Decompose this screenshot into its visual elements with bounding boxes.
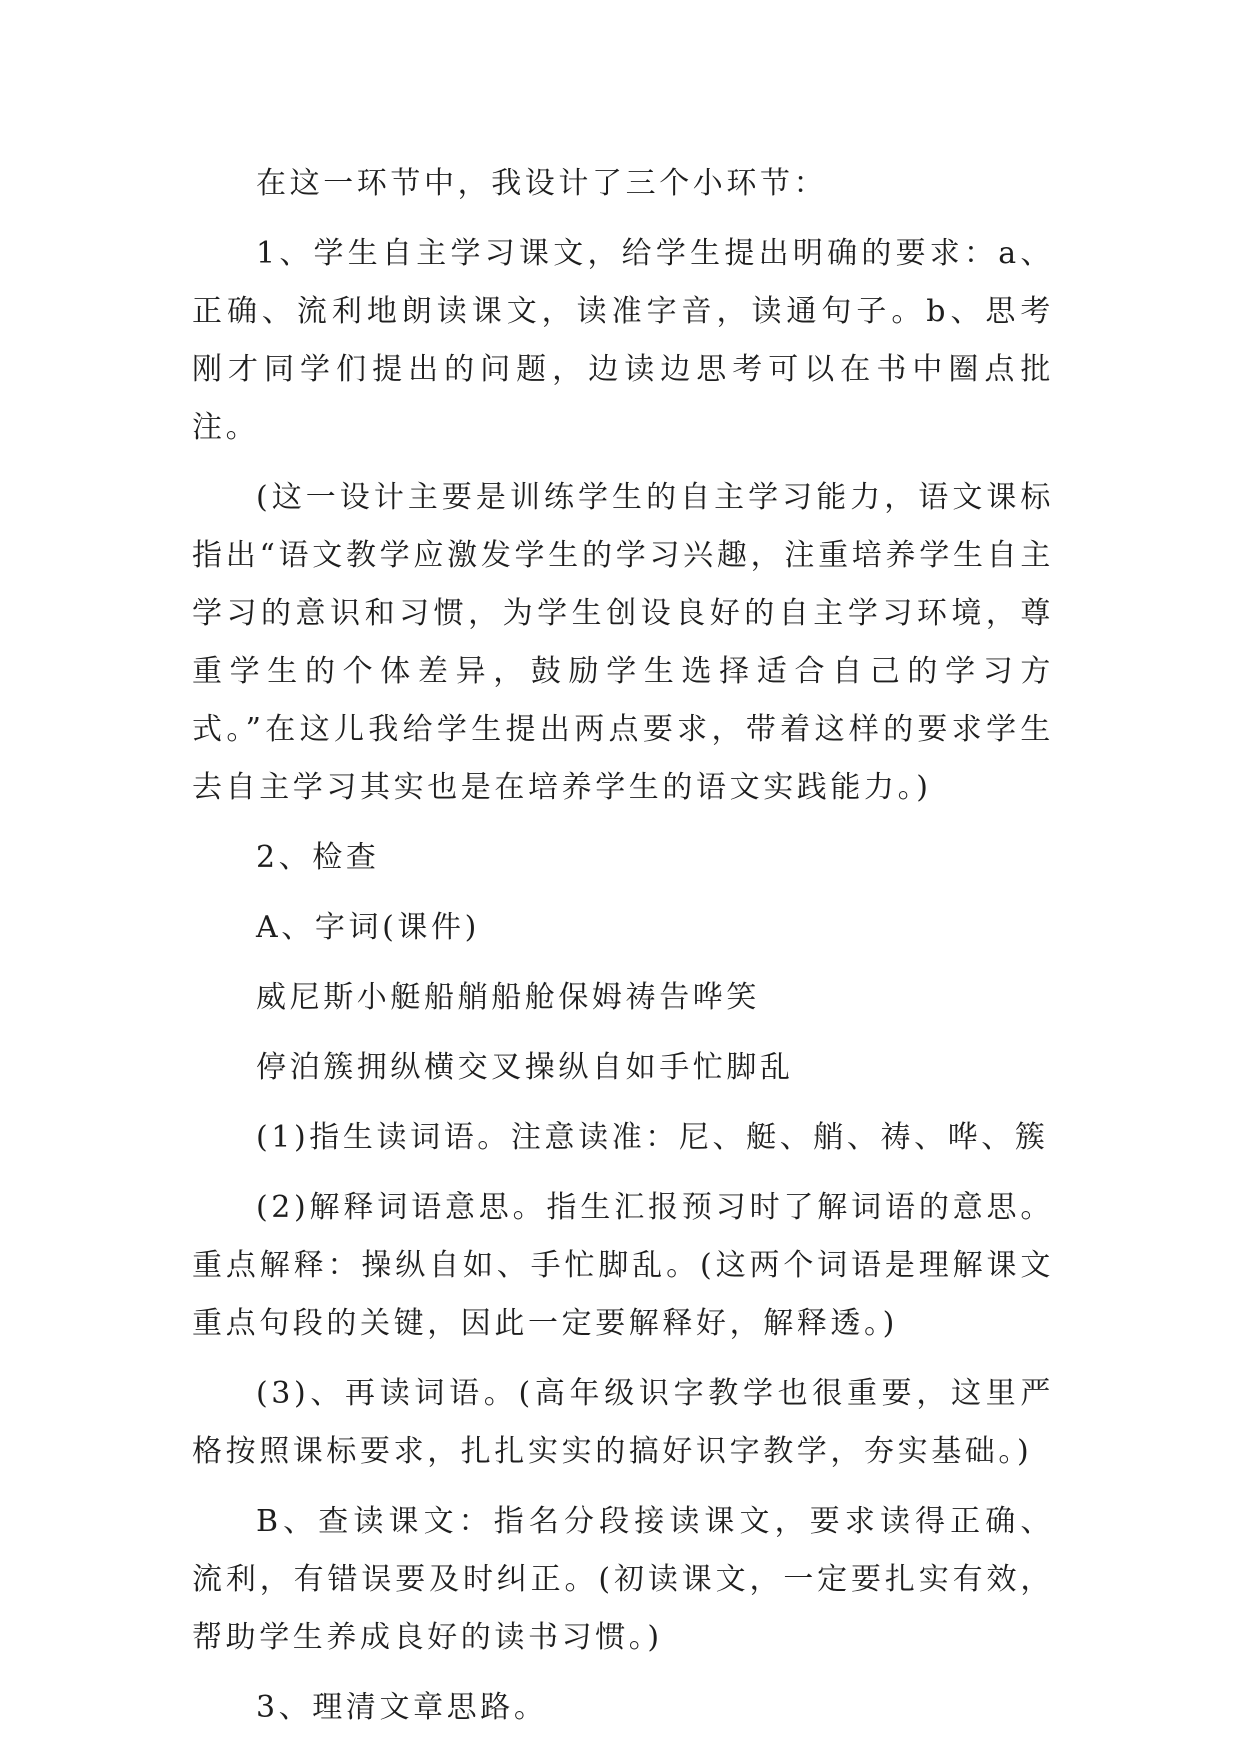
paragraph-words-heading: A、字词(课件) <box>256 910 480 945</box>
document-page <box>192 155 1054 1749</box>
paragraph-read-words: (1)指生读词语。注意读准：尼、艇、艄、祷、哗、簇 <box>256 1120 1049 1155</box>
paragraph-check-reading: B、查读课文：指名分段接读课文，要求读得正确、流利，有错误要及时纠正。(初读课文，一定要扎实有效，帮助学生养成良好的读书习惯。) <box>192 1504 1054 1655</box>
paragraph-structure-heading: 3、理清文章思路。 <box>256 1690 548 1725</box>
paragraph-explain-words: (2)解释词语意思。指生汇报预习时了解词语的意思。重点解释：操纵自如、手忙脚乱。(这两个词语是理解课文重点句段的关键，因此一定要解释好，解释透。) <box>192 1190 1054 1341</box>
paragraph-check-heading: 2、检查 <box>256 840 380 875</box>
paragraph-word-list-1: 威尼斯小艇船艄船舱保姆祷告哗笑 <box>256 980 760 1015</box>
paragraph-intro: 在这一环节中，我设计了三个小环节： <box>256 166 828 201</box>
paragraph-design-note: (这一设计主要是训练学生的自主学习能力，语文课标指出“语文教学应激发学生的学习兴趣，注重培养学生自主学习的意识和习惯，为学生创设良好的自主学习环境，尊重学生的个体差异，鼓励学生选择适合自己的学习方式。”在这儿我给学生提出两点要求，带着这样的要求学生去自主学习其实也是在培养学生的语文实践能力。) <box>192 480 1054 805</box>
paragraph-word-list-2: 停泊簇拥纵横交叉操纵自如手忙脚乱 <box>256 1050 794 1085</box>
paragraph-reread-words: (3)、再读词语。(高年级识字教学也很重要，这里严格按照课标要求，扎扎实实的搞好识字教学，夯实基础。) <box>192 1376 1054 1469</box>
paragraph-self-study: 1、学生自主学习课文，给学生提出明确的要求：a、正确、流利地朗读课文，读准字音，读通句子。b、思考刚才同学们提出的问题，边读边思考可以在书中圈点批注。 <box>192 236 1054 445</box>
